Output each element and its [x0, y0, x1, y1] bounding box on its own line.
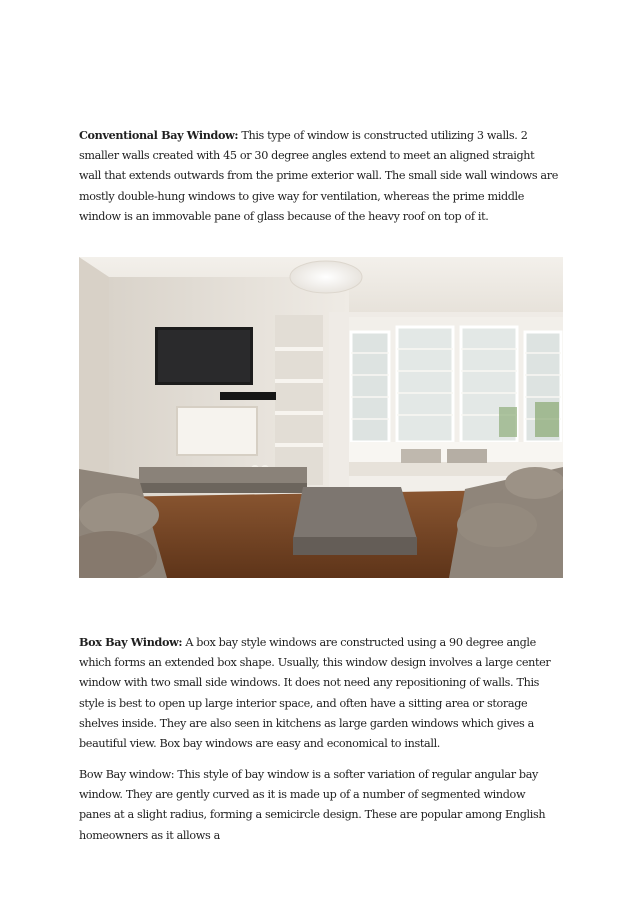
living-room-bay-window-photo — [79, 257, 563, 578]
bow-bay-window-text: Bow Bay window: This style of bay window is a softer variation of regular angular bay window. They are gently curved as it is made up of a number of segmented window panes at a slight radius, forming a semicircle design. These are popular among English homeowners as it allows a — [79, 768, 546, 842]
box-bay-window-text: A box bay style windows are constructed using a 90 degree angle which forms an extended box shape. Usually, this window design involves a large center window with two small side windows. It does not need any repositioning of walls. This style is best to open up large interior space, and often have a sitting area or storage shelves inside. They are also seen in kitchens as large garden windows which gives a beautiful view. Box bay windows are easy and economical to install. — [79, 636, 551, 751]
bow-bay-window-paragraph — [79, 765, 559, 846]
conventional-bay-window-heading: Conventional Bay Window: — [79, 128, 239, 142]
box-bay-window-heading: Box Bay Window: — [79, 635, 183, 649]
box-bay-window-paragraph — [79, 632, 559, 754]
conventional-bay-window-paragraph — [79, 125, 559, 227]
conventional-bay-window-text: This type of window is constructed utilizing 3 walls. 2 smaller walls created with 45 or 30 degree angles extend to meet an aligned straight wall that extends outwards from the prime exterior wall. The small side wall windows are mostly double-hung windows to give way for ventilation, whereas the prime middle window is an immovable pane of glass because of the heavy roof on top of it. — [79, 129, 559, 223]
